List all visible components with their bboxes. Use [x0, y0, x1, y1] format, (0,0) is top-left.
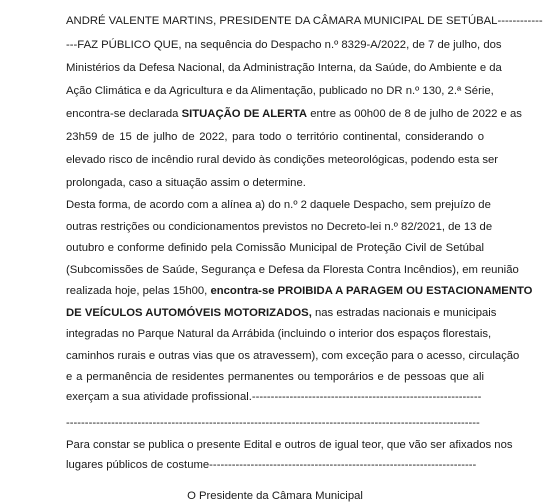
body-line-13: [66, 306, 497, 320]
body-line-16: [66, 370, 484, 384]
text: Ministérios da Defesa Nacional, da Administração Interna, da Saúde, do Ambiente e da: [66, 62, 502, 74]
body-line-8: [66, 198, 491, 212]
separator-dashes: [66, 416, 484, 430]
body-line-2: [66, 61, 502, 75]
body-line-3: [66, 84, 494, 98]
text: caminhos rurais e outras vias que os atravessem), com exceção para o acesso, circulação: [66, 350, 520, 362]
text: e a permanência de residentes permanentes ou temporários e de pessoas que ali: [66, 371, 484, 383]
body-line-5: [66, 130, 484, 144]
body-line-9: [66, 220, 493, 234]
text: --------------------------------------------------------------------------------------------------------------: [66, 417, 480, 429]
text: outras restrições ou condicionamentos previstos no Decreto-lei n.º 82/2021, de 13 de: [66, 221, 493, 233]
prohibition-text: encontra-se PROIBIDA A PARAGEM OU ESTACIONAMENTO: [210, 285, 533, 297]
text: O Presidente da Câmara Municipal: [187, 490, 363, 502]
text: Ação Climática e da Agricultura e da Alimentação, publicado no DR n.º 130, 2.ª Série,: [66, 85, 494, 97]
body-line-1: [66, 38, 502, 52]
text: lugares públicos de costume-----------------------------------------------------------------------: [66, 459, 477, 471]
text: nas estradas nacionais e municipais: [311, 307, 497, 319]
text: ---FAZ PÚBLICO QUE, na sequência do Despacho n.º 8329-A/2022, de 7 de julho, dos: [66, 39, 502, 51]
text: Desta forma, de acordo com a alínea a) do n.º 2 daquele Despacho, sem prejuízo de: [66, 199, 491, 211]
closing-line-2: [66, 458, 484, 472]
body-line-15: [66, 349, 520, 363]
closing-line-1: [66, 438, 513, 452]
text: 23h59 de 15 de julho de 2022, para todo o território continental, considerando o: [66, 131, 484, 143]
prohibition-text-cont: DE VEÍCULOS AUTOMÓVEIS MOTORIZADOS,: [66, 307, 312, 319]
text: outubro e conforme definido pela Comissão Municipal de Proteção Civil de Setúbal: [66, 242, 484, 254]
signature-title: [0, 489, 550, 503]
text: prolongada, caso a situação assim o determine.: [66, 177, 306, 189]
body-line-7: [66, 176, 484, 190]
text: elevado risco de incêndio rural devido às condições meteorológicas, podendo esta ser: [66, 154, 499, 166]
body-line-4: [66, 107, 522, 121]
text: encontra-se declarada: [66, 108, 182, 120]
body-line-11: [66, 263, 519, 277]
header-text: ANDRÉ VALENTE MARTINS, PRESIDENTE DA CÂMARA MUNICIPAL DE SETÚBAL------------: [66, 15, 543, 27]
body-line-12: [66, 284, 533, 298]
header-line: [66, 14, 543, 28]
text: integradas no Parque Natural da Arrábida (incluindo o interior dos espaços florestais,: [66, 328, 492, 340]
text: entre as 00h00 de 8 de julho de 2022 e as: [307, 108, 522, 120]
text: realizada hoje, pelas 15h00,: [66, 285, 211, 297]
text: exerçam a sua atividade profissional.-------------------------------------------------------------: [66, 391, 482, 403]
text: Para constar se publica o presente Edital e outros de igual teor, que vão ser afixados nos: [66, 439, 513, 451]
body-line-17: [66, 390, 484, 404]
body-line-6: [66, 153, 499, 167]
body-line-14: [66, 327, 492, 341]
text: (Subcomissões de Saúde, Segurança e Defesa da Floresta Contra Incêndios), em reunião: [66, 264, 519, 276]
body-line-10: [66, 241, 484, 255]
alert-situation: SITUAÇÃO DE ALERTA: [181, 108, 308, 120]
